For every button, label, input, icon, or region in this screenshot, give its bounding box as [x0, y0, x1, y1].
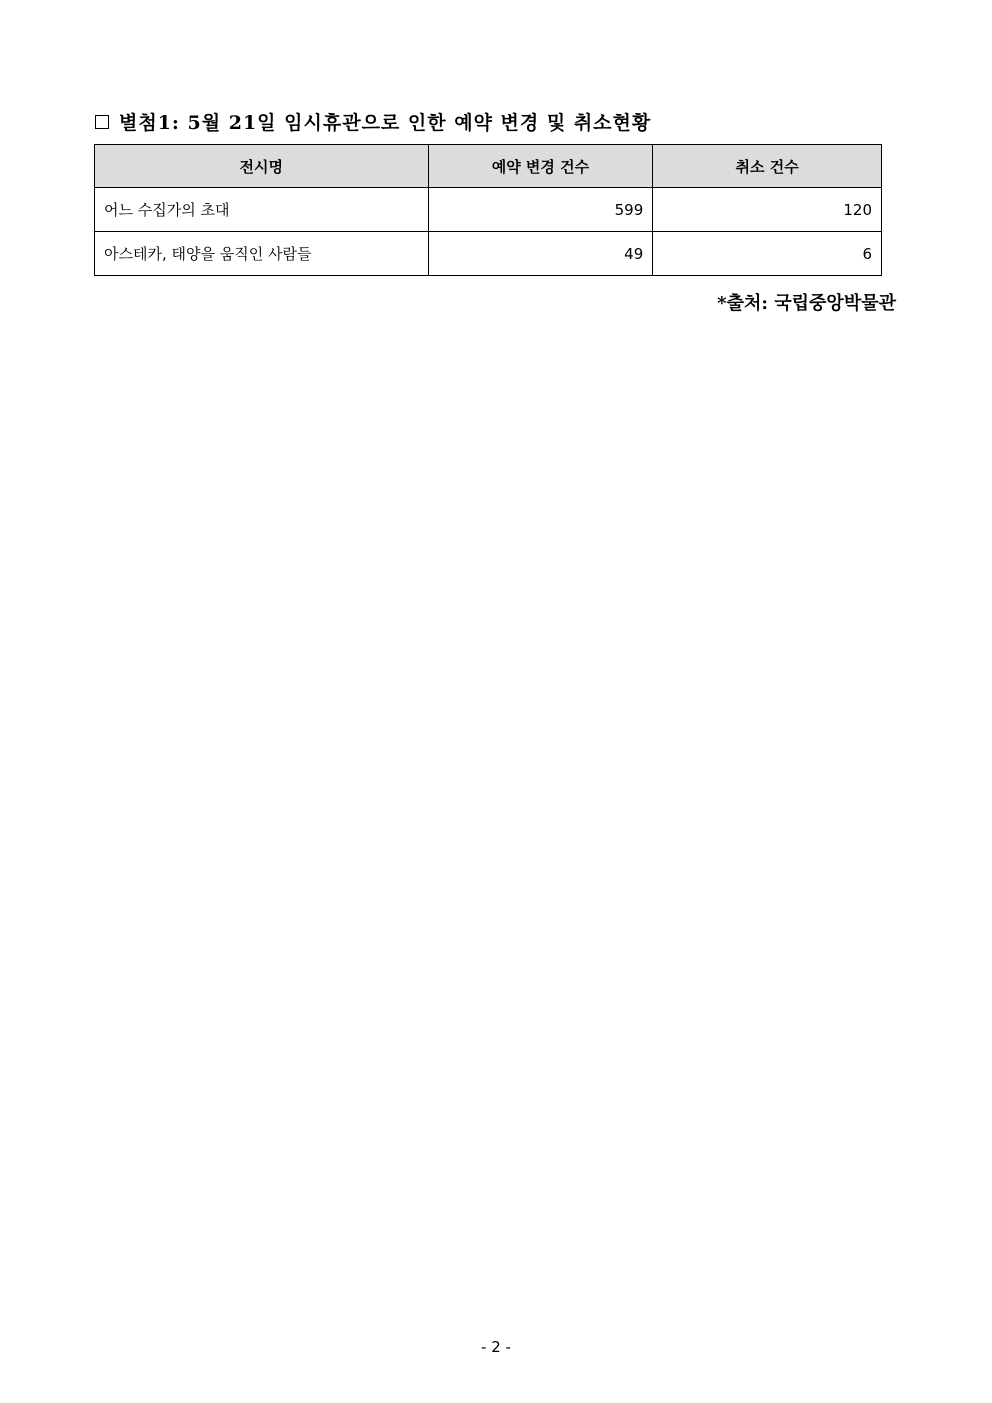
cell-exhibition-name: 아스테카, 태양을 움직인 사람들: [95, 232, 429, 276]
cell-reschedule-count: 599: [428, 188, 653, 232]
page-number: - 2 -: [481, 1338, 511, 1356]
table-header-row: [95, 145, 882, 188]
column-header-cancellations: 취소 건수: [653, 145, 882, 188]
cell-reschedule-count: 49: [428, 232, 653, 276]
checkbox-square-icon: [95, 115, 109, 129]
column-header-reschedules: 예약 변경 건수: [428, 145, 653, 188]
section-heading: [95, 108, 651, 135]
column-header-exhibition: 전시명: [95, 145, 429, 188]
table-row: [95, 232, 882, 276]
cell-exhibition-name: 어느 수집가의 초대: [95, 188, 429, 232]
section-heading-text: 별첨1: 5월 21일 임시휴관으로 인한 예약 변경 및 취소현황: [119, 112, 652, 134]
table-row: [95, 188, 882, 232]
source-note: *출처: 국립중앙박물관: [717, 293, 896, 314]
reservation-table: [94, 144, 882, 276]
cell-cancel-count: 120: [653, 188, 882, 232]
cell-cancel-count: 6: [653, 232, 882, 276]
